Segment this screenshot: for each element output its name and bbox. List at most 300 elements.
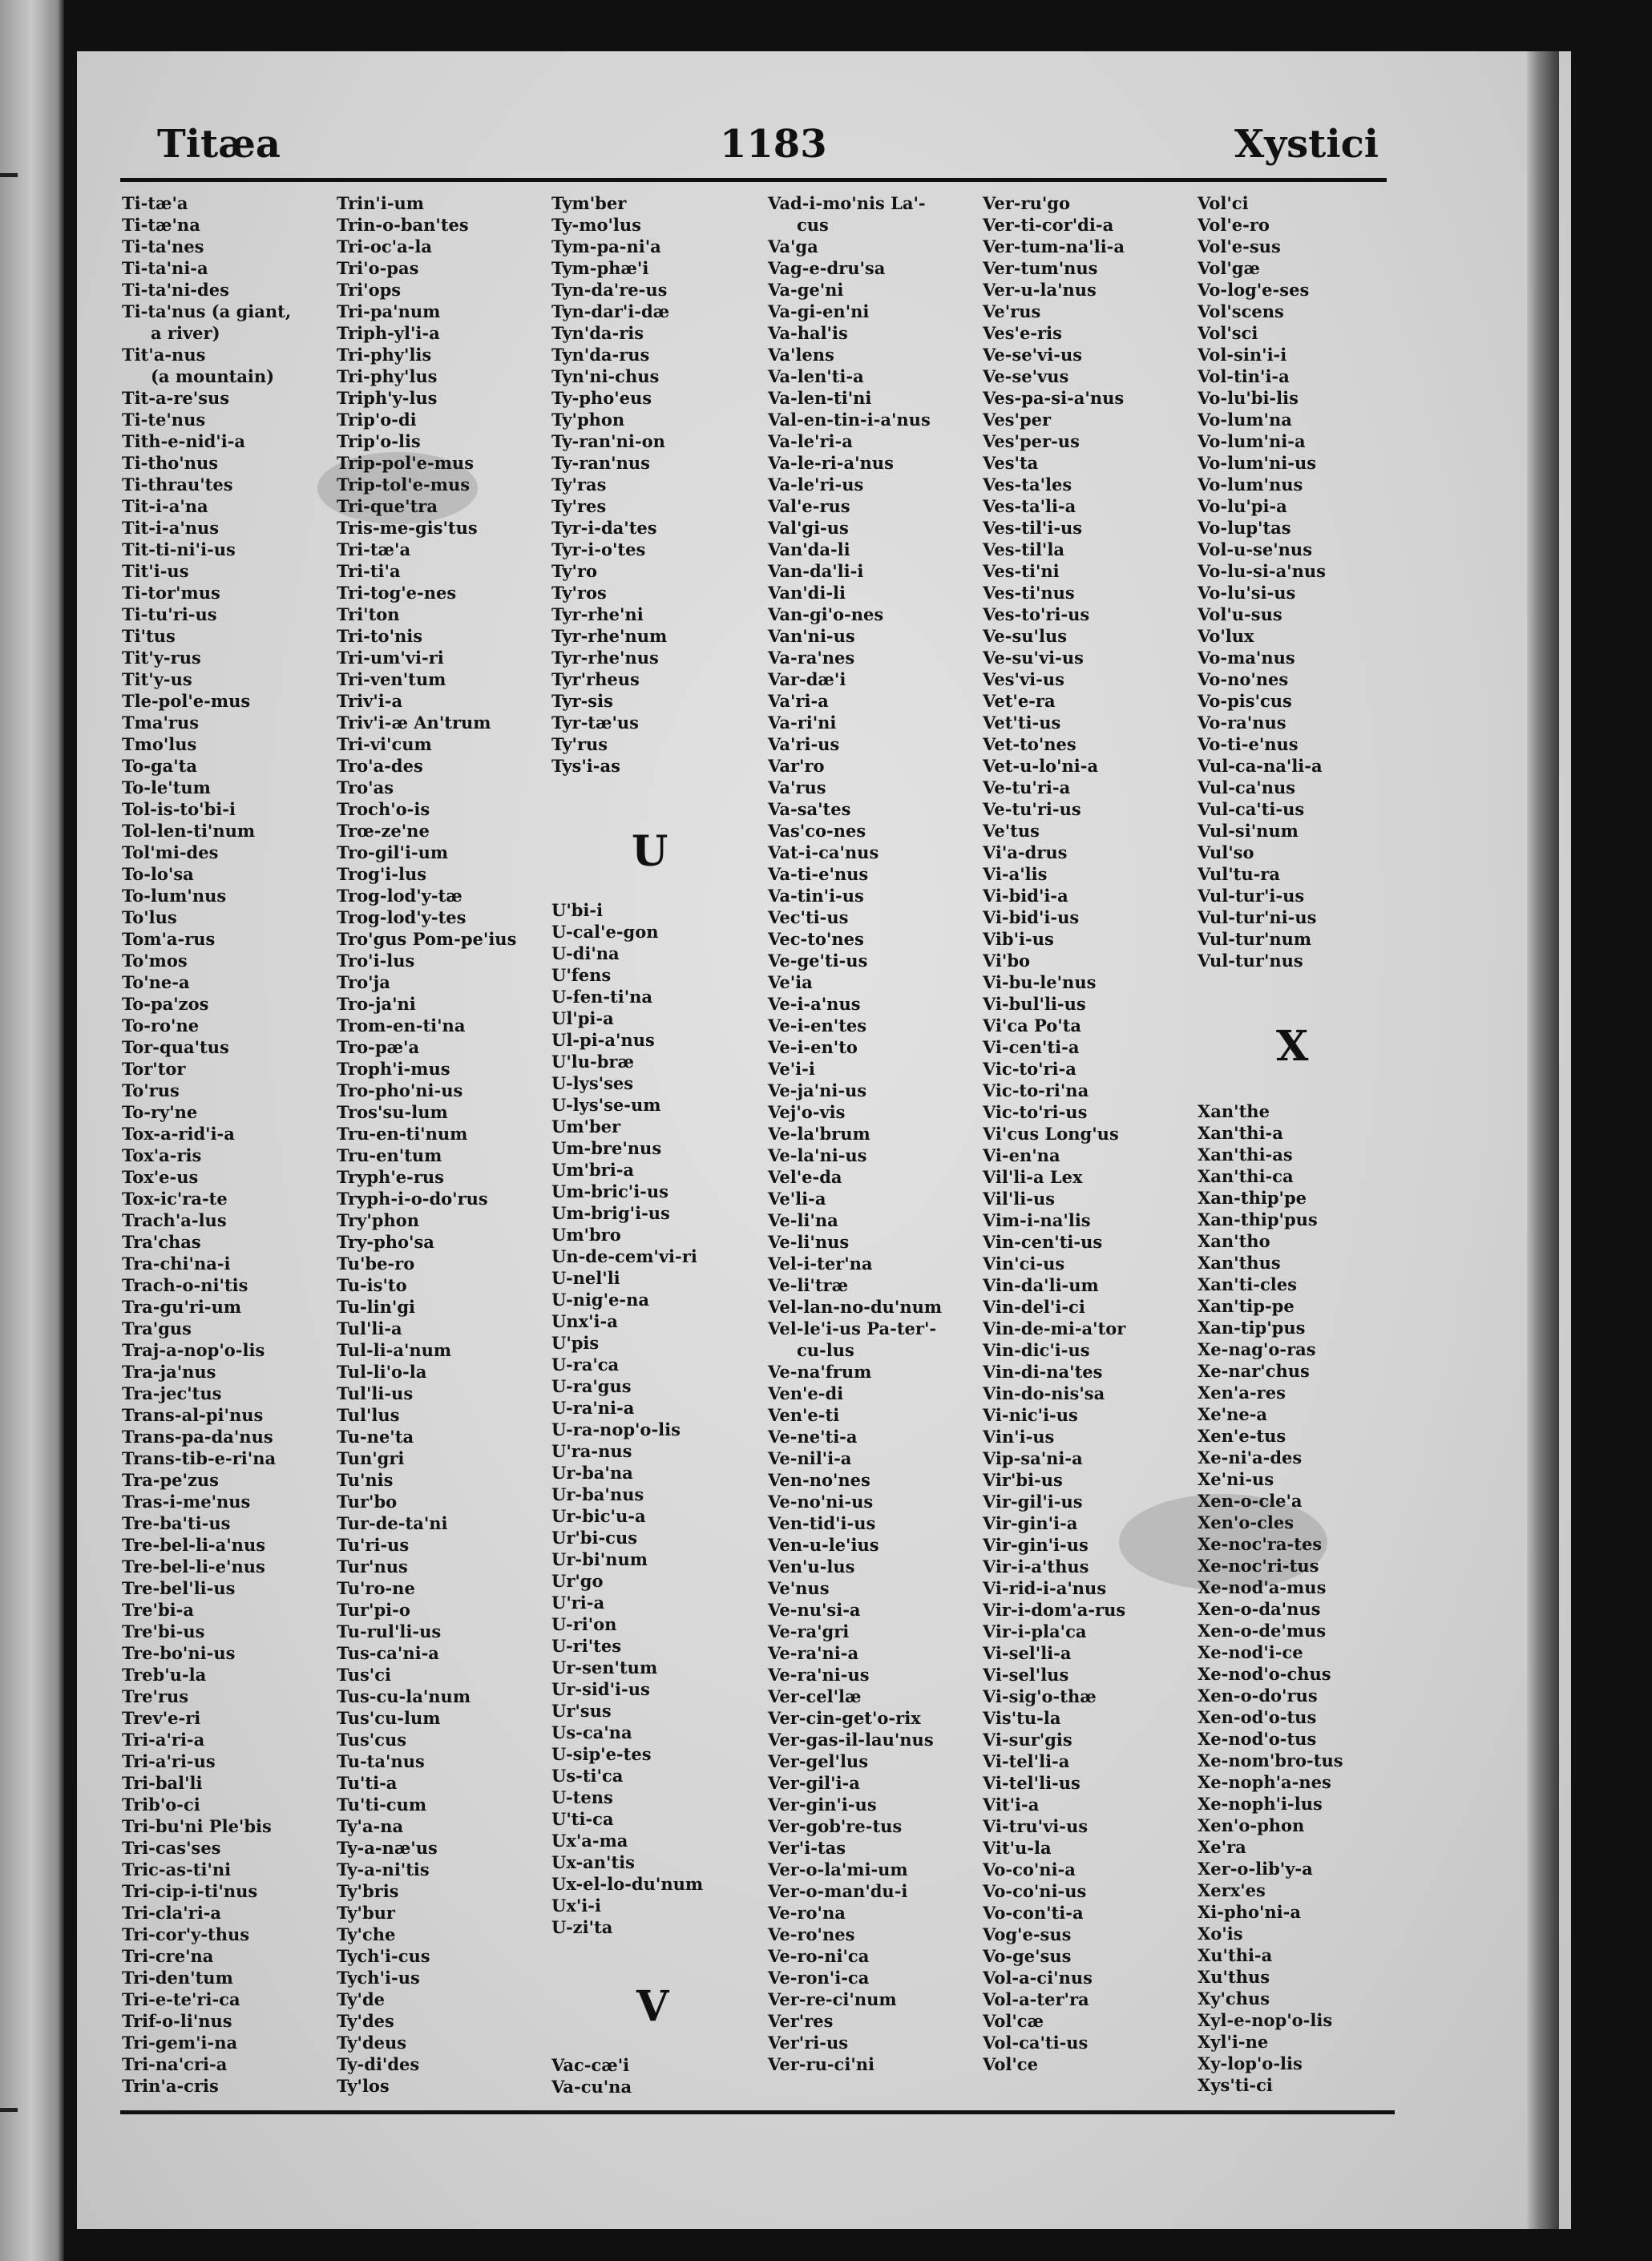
dictionary-entry: Ves-ta'li-a <box>983 496 1076 516</box>
dictionary-entry: Tit'i-us <box>122 561 189 581</box>
dictionary-entry: Vi-cen'ti-a <box>983 1037 1080 1057</box>
dictionary-entry: Ves-til'la <box>983 539 1064 559</box>
dictionary-entry: U'ri-a <box>551 1593 605 1613</box>
dictionary-entry: Vel-lan-no-du'num <box>768 1297 943 1317</box>
dictionary-entry: Trip-tol'e-mus <box>337 474 471 495</box>
dictionary-entry: Vet-u-lo'ni-a <box>983 756 1099 776</box>
dictionary-entry: Tyr-tæ'us <box>551 713 639 733</box>
dictionary-entry: Xe'ra <box>1198 1837 1246 1857</box>
dictionary-entry: Ve-no'ni-us <box>768 1492 874 1512</box>
dictionary-entry: Vin-dic'i-us <box>983 1340 1090 1360</box>
dictionary-entry: Xe-nom'bro-tus <box>1198 1750 1343 1770</box>
dictionary-entry: Ur'sus <box>551 1701 612 1721</box>
dictionary-entry: Vir-gin'i-a <box>983 1513 1078 1533</box>
dictionary-entry: Ti-ta'ni-des <box>122 280 229 300</box>
dictionary-entry: Ves-til'i-us <box>983 518 1083 538</box>
dictionary-entry: Try-pho'sa <box>337 1232 434 1252</box>
dictionary-entry: Tit-i-a'na <box>122 496 208 516</box>
dictionary-entry: Van'da-li <box>768 539 850 559</box>
dictionary-entry: Van'di-li <box>768 583 846 603</box>
dictionary-entry: Xen-od'o-tus <box>1198 1707 1317 1727</box>
dictionary-entry: Ve-ne'ti-a <box>768 1427 858 1447</box>
dictionary-entry: Val'gi-us <box>768 518 849 538</box>
dictionary-entry: Ver-ti-cor'di-a <box>983 215 1114 235</box>
dictionary-entry: Tri-pa'num <box>337 301 441 321</box>
dictionary-entry: Tri-cor'y-thus <box>122 1924 250 1944</box>
dictionary-entry: Trom-en-ti'na <box>337 1015 466 1036</box>
column-5 <box>983 192 1125 2075</box>
dictionary-entry: Tre-bel-li-a'nus <box>122 1535 266 1555</box>
dictionary-entry: Vi-tel'li-a <box>983 1751 1070 1771</box>
dictionary-entry: Ver-gob're-tus <box>768 1816 903 1836</box>
dictionary-entry: Xe'ni-us <box>1198 1469 1274 1489</box>
dictionary-entry: Va-ti-e'nus <box>768 864 869 884</box>
dictionary-entry: Vol-ca'ti-us <box>983 2033 1089 2053</box>
dictionary-entry: Ti-ta'nus (a giant, <box>122 301 292 321</box>
dictionary-entry: U-di'na <box>551 943 620 963</box>
dictionary-entry: Ty'ros <box>551 583 607 603</box>
dictionary-entry: Xe-noc'ra-tes <box>1198 1534 1323 1554</box>
dictionary-entry: Xu'thus <box>1198 1967 1270 1987</box>
dictionary-entry: Vo-no'nes <box>1198 669 1289 689</box>
dictionary-entry: Try'phon <box>337 1210 420 1230</box>
dictionary-entry: Trans-pa-da'nus <box>122 1427 273 1447</box>
adjacent-page-rule <box>0 2108 18 2112</box>
column-1 <box>122 192 291 2097</box>
dictionary-entry: Trog-lod'y-tæ <box>337 886 462 906</box>
dictionary-entry: Vi-rid-i-a'nus <box>983 1578 1107 1598</box>
dictionary-entry: Xer-o-lib'y-a <box>1198 1859 1313 1879</box>
dictionary-entry: Vi-bid'i-a <box>983 886 1068 906</box>
header-last-word: Xystici <box>1234 122 1379 167</box>
dictionary-entry: U-ra'gus <box>551 1376 632 1396</box>
dictionary-entry: Ves-ti'nus <box>983 583 1075 603</box>
dictionary-entry: Vol'ci <box>1198 193 1249 213</box>
dictionary-entry: Vul'tu-ra <box>1198 864 1280 884</box>
dictionary-entry: Vin-do-nis'sa <box>983 1383 1105 1403</box>
dictionary-entry: Va'ri-a <box>768 691 829 711</box>
dictionary-entry: Tra-gu'ri-um <box>122 1297 242 1317</box>
dictionary-entry: Vul-tur'ni-us <box>1198 907 1317 927</box>
dictionary-entry: Xe-nod'o-chus <box>1198 1664 1331 1684</box>
dictionary-entry: Tro'i-lus <box>337 951 415 971</box>
dictionary-entry: Xe-nod'a-mus <box>1198 1577 1327 1597</box>
dictionary-entry: Ur-bic'u-a <box>551 1506 646 1526</box>
dictionary-entry: To-ro'ne <box>122 1015 200 1036</box>
dictionary-entry: Tro'as <box>337 777 394 797</box>
dictionary-entry: Ty'deus <box>337 2033 407 2053</box>
dictionary-entry: Ver'i-tas <box>768 1838 846 1858</box>
dictionary-entry: Trip-pol'e-mus <box>337 453 475 473</box>
dictionary-entry: Ver-cin-get'o-rix <box>768 1708 921 1728</box>
dictionary-entry: Tri-bal'li <box>122 1773 203 1793</box>
dictionary-entry: Tra'chas <box>122 1232 201 1252</box>
dictionary-entry: Ty'res <box>551 496 607 516</box>
dictionary-entry: Tor-qua'tus <box>122 1037 229 1057</box>
dictionary-entry: Ves'vi-us <box>983 669 1064 689</box>
adjacent-page-rule <box>0 173 18 177</box>
dictionary-entry: Ve-se'vi-us <box>983 345 1083 365</box>
dictionary-entry: Us-ti'ca <box>551 1766 624 1786</box>
dictionary-entry: Tri-cre'na <box>122 1946 214 1966</box>
dictionary-entry: Ven'e-di <box>768 1383 844 1403</box>
dictionary-entry: Vi-tel'li-us <box>983 1773 1080 1793</box>
dictionary-entry: cu-lus <box>797 1340 854 1360</box>
dictionary-entry: Tri-vi'cum <box>337 734 432 754</box>
dictionary-entry: Tle-pol'e-mus <box>122 691 251 711</box>
dictionary-entry: Ty'rus <box>551 734 608 754</box>
dictionary-entry: Tyr-i-da'tes <box>551 518 657 538</box>
dictionary-entry: Tol-is-to'bi-i <box>122 799 236 819</box>
dictionary-entry: Vo-lu'pi-a <box>1198 496 1287 516</box>
dictionary-entry: Ven-u-le'ius <box>768 1535 879 1555</box>
dictionary-entry: Vit'u-la <box>983 1838 1052 1858</box>
dictionary-entry: Tre'rus <box>122 1686 189 1706</box>
dictionary-entry: Ver-cel'læ <box>768 1686 862 1706</box>
dictionary-entry: U-ri'on <box>551 1614 617 1634</box>
dictionary-entry: Ve-i-en'tes <box>768 1015 867 1036</box>
dictionary-entry: Tyn-da're-us <box>551 280 668 300</box>
dictionary-entry: Tri'ops <box>337 280 402 300</box>
dictionary-entry: Ty-mo'lus <box>551 215 641 235</box>
dictionary-entry: Tur'bo <box>337 1492 398 1512</box>
dictionary-entry: Tra-jec'tus <box>122 1383 222 1403</box>
dictionary-entry: Vic-to'ri-us <box>983 1102 1088 1122</box>
dictionary-entry: Vol'gæ <box>1198 258 1260 278</box>
dictionary-entry: Tro-pho'ni-us <box>337 1080 463 1100</box>
dictionary-entry: Xen-o-cle'a <box>1198 1491 1303 1511</box>
dictionary-entry: Vec'ti-us <box>768 907 849 927</box>
dictionary-entry: Vi'cus Long'us <box>983 1124 1119 1144</box>
dictionary-entry: Tra'gus <box>122 1318 192 1338</box>
dictionary-entry: Vul'so <box>1198 842 1254 862</box>
dictionary-entry: Tyr-rhe'num <box>551 626 668 646</box>
dictionary-entry: Ux'i-i <box>551 1896 601 1916</box>
dictionary-entry: Tur-de-ta'ni <box>337 1513 448 1533</box>
dictionary-entry: Tith-e-nid'i-a <box>122 431 246 451</box>
dictionary-entry: Vi-bu-le'nus <box>983 972 1097 992</box>
dictionary-entry: Ux-an'tis <box>551 1852 635 1872</box>
dictionary-entry: Ty-ran'nus <box>551 453 650 473</box>
dictionary-entry: Un-de-cem'vi-ri <box>551 1246 697 1266</box>
dictionary-entry: Um'bro <box>551 1225 621 1245</box>
dictionary-entry: Tol-len-ti'num <box>122 821 256 841</box>
dictionary-entry: Van-gi'o-nes <box>768 604 884 624</box>
dictionary-entry: To'rus <box>122 1080 180 1100</box>
dictionary-entry: Vo-lup'tas <box>1198 518 1291 538</box>
dictionary-entry: Vas'co-nes <box>768 821 866 841</box>
dictionary-entry: Ur-ba'nus <box>551 1484 644 1504</box>
dictionary-entry: Tol'mi-des <box>122 842 219 862</box>
dictionary-entry: Vo-ra'nus <box>1198 713 1286 733</box>
section-heading-v: V <box>636 1982 669 2031</box>
dictionary-entry: Xys'ti-ci <box>1198 2075 1273 2095</box>
dictionary-entry: Ves'per-us <box>983 431 1080 451</box>
dictionary-entry: a river) <box>151 323 220 343</box>
dictionary-entry: Ti-te'nus <box>122 410 206 430</box>
dictionary-entry: Vul-ca-na'li-a <box>1198 756 1323 776</box>
dictionary-entry: Xe-nod'i-ce <box>1198 1642 1303 1662</box>
dictionary-entry: Tra-ja'nus <box>122 1362 216 1382</box>
dictionary-entry: Ty-a-næ'us <box>337 1838 438 1858</box>
dictionary-entry: Tyr-rhe'nus <box>551 648 659 668</box>
dictionary-entry: Ver'ri-us <box>768 2033 849 2053</box>
dictionary-entry: Xe-nag'o-ras <box>1198 1339 1316 1359</box>
dictionary-entry: Vi-bid'i-us <box>983 907 1080 927</box>
dictionary-entry: Vol-tin'i-a <box>1198 366 1290 386</box>
dictionary-entry: Tro-pæ'a <box>337 1037 420 1057</box>
dictionary-entry: Ti'tus <box>122 626 176 646</box>
dictionary-entry: Tmo'lus <box>122 734 197 754</box>
dictionary-entry: Tro'ja <box>337 972 390 992</box>
dictionary-entry: Ve-ro'na <box>768 1903 846 1923</box>
dictionary-entry: Tox-a-rid'i-a <box>122 1124 235 1144</box>
dictionary-entry: Traj-a-nop'o-lis <box>122 1340 265 1360</box>
dictionary-entry: Ve'li-a <box>768 1189 826 1209</box>
dictionary-entry: Ve-li'na <box>768 1210 838 1230</box>
dictionary-entry: Ve-ron'i-ca <box>768 1968 870 1988</box>
dictionary-entry: To-ga'ta <box>122 756 197 776</box>
dictionary-entry: Ver-tum'nus <box>983 258 1098 278</box>
dictionary-entry: Xerx'es <box>1198 1880 1266 1900</box>
dictionary-entry: Tym-pa-ni'a <box>551 236 661 256</box>
dictionary-entry: Vel-i-ter'na <box>768 1254 873 1274</box>
dictionary-entry: Tri-tog'e-nes <box>337 583 457 603</box>
dictionary-entry: Xen-o-de'mus <box>1198 1621 1327 1641</box>
dictionary-entry: Ty'a-na <box>337 1816 404 1836</box>
dictionary-entry: Ty'bur <box>337 1903 395 1923</box>
dictionary-entry: Vis'tu-la <box>983 1708 1061 1728</box>
dictionary-entry: Tu'be-ro <box>337 1254 415 1274</box>
dictionary-entry: Tox'e-us <box>122 1167 199 1187</box>
dictionary-entry: Ve-su'vi-us <box>983 648 1084 668</box>
dictionary-entry: Vec-to'nes <box>768 929 864 949</box>
dictionary-entry: Ver-o-man'du-i <box>768 1881 908 1901</box>
dictionary-entry: Ux-el-lo-du'num <box>551 1874 704 1894</box>
dictionary-entry: Vil'li-a Lex <box>983 1167 1083 1187</box>
dictionary-entry: Xe-noc'ri-tus <box>1198 1556 1319 1576</box>
dictionary-entry: Vol'u-sus <box>1198 604 1282 624</box>
dictionary-entry: Tus-cu-la'num <box>337 1686 471 1706</box>
dictionary-entry: To'ne-a <box>122 972 190 992</box>
dictionary-entry: Trach-o-ni'tis <box>122 1275 248 1295</box>
dictionary-entry: Trif-o-li'nus <box>122 2011 232 2031</box>
dictionary-entry: Tro'gus Pom-pe'ius <box>337 929 517 949</box>
dictionary-entry: Vic-to-ri'na <box>983 1080 1089 1100</box>
dictionary-entry: Vog'e-sus <box>983 1924 1072 1944</box>
dictionary-entry: Tro'a-des <box>337 756 423 776</box>
dictionary-entry: Tri-e-te'ri-ca <box>122 1989 240 2009</box>
dictionary-entry: Tor'tor <box>122 1059 186 1079</box>
dictionary-entry: Xan'tip-pe <box>1198 1296 1295 1316</box>
dictionary-entry: To-lum'nus <box>122 886 227 906</box>
dictionary-entry: Vat-i-ca'nus <box>768 842 879 862</box>
dictionary-entry: Ve-ra'ni-us <box>768 1665 870 1685</box>
dictionary-entry: Tul'li-us <box>337 1383 414 1403</box>
dictionary-entry: Vi-nic'i-us <box>983 1405 1078 1425</box>
dictionary-entry: Trans-tib-e-ri'na <box>122 1448 277 1468</box>
dictionary-entry: Tri-na'cri-a <box>122 2054 228 2074</box>
dictionary-entry: Tri-den'tum <box>122 1968 233 1988</box>
dictionary-entry: Trog'i-lus <box>337 864 427 884</box>
dictionary-entry: Ty-di'des <box>337 2054 420 2074</box>
dictionary-entry: Ver-gin'i-us <box>768 1795 877 1815</box>
dictionary-entry: Vir-gin'i-us <box>983 1535 1089 1555</box>
dictionary-entry: Vic-to'ri-a <box>983 1059 1076 1079</box>
dictionary-entry: Tu-ta'nus <box>337 1751 425 1771</box>
dictionary-entry: Va-tin'i-us <box>768 886 864 906</box>
footer-rule <box>120 2110 1395 2114</box>
dictionary-entry: Xen'o-cles <box>1198 1512 1295 1532</box>
dictionary-entry: Ve-la'brum <box>768 1124 870 1144</box>
dictionary-entry: Ven-no'nes <box>768 1470 870 1490</box>
dictionary-entry: U'pis <box>551 1333 600 1353</box>
dictionary-entry: Vol-u-se'nus <box>1198 539 1313 559</box>
dictionary-entry: Tu'ri-us <box>337 1535 410 1555</box>
dictionary-entry: U'ti-ca <box>551 1809 614 1829</box>
dictionary-entry: Xen'o-phon <box>1198 1815 1305 1835</box>
dictionary-entry: Vo-lum'nus <box>1198 474 1303 495</box>
dictionary-entry: Ves-pa-si-a'nus <box>983 388 1125 408</box>
dictionary-entry: Ty'phon <box>551 410 625 430</box>
dictionary-entry: Xen-o-da'nus <box>1198 1599 1321 1619</box>
dictionary-entry: Tox'a-ris <box>122 1145 202 1165</box>
dictionary-entry: Ve'tus <box>983 821 1040 841</box>
dictionary-entry: Vi-sel'li-a <box>983 1643 1072 1663</box>
dictionary-entry: Ve-se'vus <box>983 366 1069 386</box>
dictionary-entry: Tur'pi-o <box>337 1600 410 1620</box>
column-6 <box>1198 192 1326 971</box>
dictionary-entry: Ve-tu'ri-us <box>983 799 1081 819</box>
dictionary-entry: Ve'nus <box>768 1578 830 1598</box>
dictionary-entry: Xan'thi-a <box>1198 1123 1283 1143</box>
dictionary-entry: Vim-i-na'lis <box>983 1210 1091 1230</box>
dictionary-entry: Vo-lum'ni-a <box>1198 431 1306 451</box>
dictionary-entry: Ty'che <box>337 1924 396 1944</box>
dictionary-entry: Vul-ca'nus <box>1198 777 1296 797</box>
dictionary-entry: Tyn'ni-chus <box>551 366 660 386</box>
dictionary-entry: Val'e-rus <box>768 496 850 516</box>
dictionary-entry: Troch'o-is <box>337 799 430 819</box>
dictionary-entry: Um'ber <box>551 1116 621 1137</box>
dictionary-entry: Xe-noph'a-nes <box>1198 1772 1331 1792</box>
dictionary-entry: Tu-is'to <box>337 1275 407 1295</box>
dictionary-entry: Tri-phy'lus <box>337 366 438 386</box>
dictionary-entry: Tro-gil'i-um <box>337 842 449 862</box>
dictionary-entry: Ti-thrau'tes <box>122 474 233 495</box>
dictionary-entry: Xy-lop'o-lis <box>1198 2053 1303 2073</box>
dictionary-entry: Um-brig'i-us <box>551 1203 670 1223</box>
dictionary-entry: Tri-que'tra <box>337 496 438 516</box>
dictionary-entry: Xen'e-tus <box>1198 1426 1286 1446</box>
dictionary-entry: Tus'ci <box>337 1665 391 1685</box>
dictionary-entry: Ul'pi-a <box>551 1008 614 1028</box>
dictionary-entry: Tre'bi-a <box>122 1600 194 1620</box>
dictionary-entry: U-ri'tes <box>551 1636 622 1656</box>
dictionary-entry: Ty'bris <box>337 1881 399 1901</box>
dictionary-entry: Vo-ge'sus <box>983 1946 1072 1966</box>
dictionary-entry: Tit'a-nus <box>122 345 206 365</box>
dictionary-entry: U-lys'ses <box>551 1073 634 1093</box>
dictionary-entry: U-nel'li <box>551 1268 620 1288</box>
dictionary-entry: Um-bric'i-us <box>551 1181 668 1201</box>
dictionary-entry: Vir-i-dom'a-rus <box>983 1600 1126 1620</box>
dictionary-entry: Trev'e-ri <box>122 1708 201 1728</box>
dictionary-entry: Tros'su-lum <box>337 1102 448 1122</box>
dictionary-entry: Ti-ta'ni-a <box>122 258 208 278</box>
dictionary-entry: Tit'y-rus <box>122 648 201 668</box>
dictionary-entry: Ver-gas-il-lau'nus <box>768 1730 934 1750</box>
dictionary-entry: Tyn-dar'i-dæ <box>551 301 670 321</box>
dictionary-entry: Tul-li-a'num <box>337 1340 452 1360</box>
dictionary-entry: Vi-en'na <box>983 1145 1060 1165</box>
dictionary-entry: Vi-tru'vi-us <box>983 1816 1089 1836</box>
dictionary-entry: Ver-u-la'nus <box>983 280 1097 300</box>
header-first-word: Titæa <box>157 122 281 167</box>
dictionary-entry: Tyn'da-ris <box>551 323 644 343</box>
dictionary-entry: Tys'i-as <box>551 756 620 776</box>
dictionary-entry: Trin-o-ban'tes <box>337 215 469 235</box>
dictionary-entry: Ves-ti'ni <box>983 561 1060 581</box>
dictionary-entry: Tri-a'ri-us <box>122 1751 216 1771</box>
dictionary-entry: Ve-i-a'nus <box>768 994 861 1014</box>
dictionary-entry: Va-len-ti'ni <box>768 388 872 408</box>
dictionary-entry: Vir'bi-us <box>983 1470 1063 1490</box>
dictionary-entry: Vol'e-ro <box>1198 215 1270 235</box>
dictionary-entry: Tus'cus <box>337 1730 407 1750</box>
dictionary-entry: Ty'des <box>337 2011 394 2031</box>
dictionary-entry: Us-ca'na <box>551 1722 632 1742</box>
dictionary-entry: Vul-tur'nus <box>1198 951 1303 971</box>
dictionary-entry: Vi-sur'gis <box>983 1730 1072 1750</box>
dictionary-entry: Tu'ro-ne <box>337 1578 415 1598</box>
dictionary-entry: Treb'u-la <box>122 1665 207 1685</box>
dictionary-entry: Vo-con'ti-a <box>983 1903 1084 1923</box>
dictionary-entry: Xy'chus <box>1198 1988 1270 2009</box>
dictionary-entry: Xe-nod'o-tus <box>1198 1729 1317 1749</box>
dictionary-entry: Vul-ca'ti-us <box>1198 799 1305 819</box>
dictionary-entry: Vul-tur'num <box>1198 929 1312 949</box>
dictionary-entry: U-zi'ta <box>551 1917 613 1937</box>
dictionary-entry: Xan'tho <box>1198 1231 1270 1251</box>
dictionary-entry: Trach'a-lus <box>122 1210 227 1230</box>
dictionary-entry: Vel'e-da <box>768 1167 842 1187</box>
dictionary-entry: Tra-pe'zus <box>122 1470 219 1490</box>
dictionary-entry: Ti-tor'mus <box>122 583 220 603</box>
dictionary-entry: Tri-tæ'a <box>337 539 411 559</box>
dictionary-entry: Vo'lux <box>1198 626 1254 646</box>
dictionary-entry: To'lus <box>122 907 177 927</box>
dictionary-entry: Xu'thi-a <box>1198 1945 1273 1965</box>
section-heading-x: X <box>1276 1022 1309 1071</box>
dictionary-entry: Ves-ta'les <box>983 474 1072 495</box>
dictionary-entry: Triph-yl'i-a <box>337 323 440 343</box>
dictionary-entry: Tus'cu-lum <box>337 1708 441 1728</box>
dictionary-entry: Ti-tho'nus <box>122 453 219 473</box>
dictionary-entry: Va'ri-us <box>768 734 840 754</box>
dictionary-entry: Ty-pho'eus <box>551 388 652 408</box>
dictionary-entry: Ve-li'træ <box>768 1275 849 1295</box>
dictionary-entry: Tri-a'ri-a <box>122 1730 205 1750</box>
dictionary-entry: Ur'bi-cus <box>551 1528 638 1548</box>
dictionary-entry: Xi-pho'ni-a <box>1198 1902 1301 1922</box>
dictionary-entry: U-fen-ti'na <box>551 987 653 1007</box>
dictionary-entry: Tur'nus <box>337 1556 408 1577</box>
dictionary-entry: Tu'nis <box>337 1470 394 1490</box>
dictionary-entry: Tyr-sis <box>551 691 613 711</box>
dictionary-entry: Vo-lu-si-a'nus <box>1198 561 1326 581</box>
dictionary-entry: Ur-bi'num <box>551 1549 648 1569</box>
